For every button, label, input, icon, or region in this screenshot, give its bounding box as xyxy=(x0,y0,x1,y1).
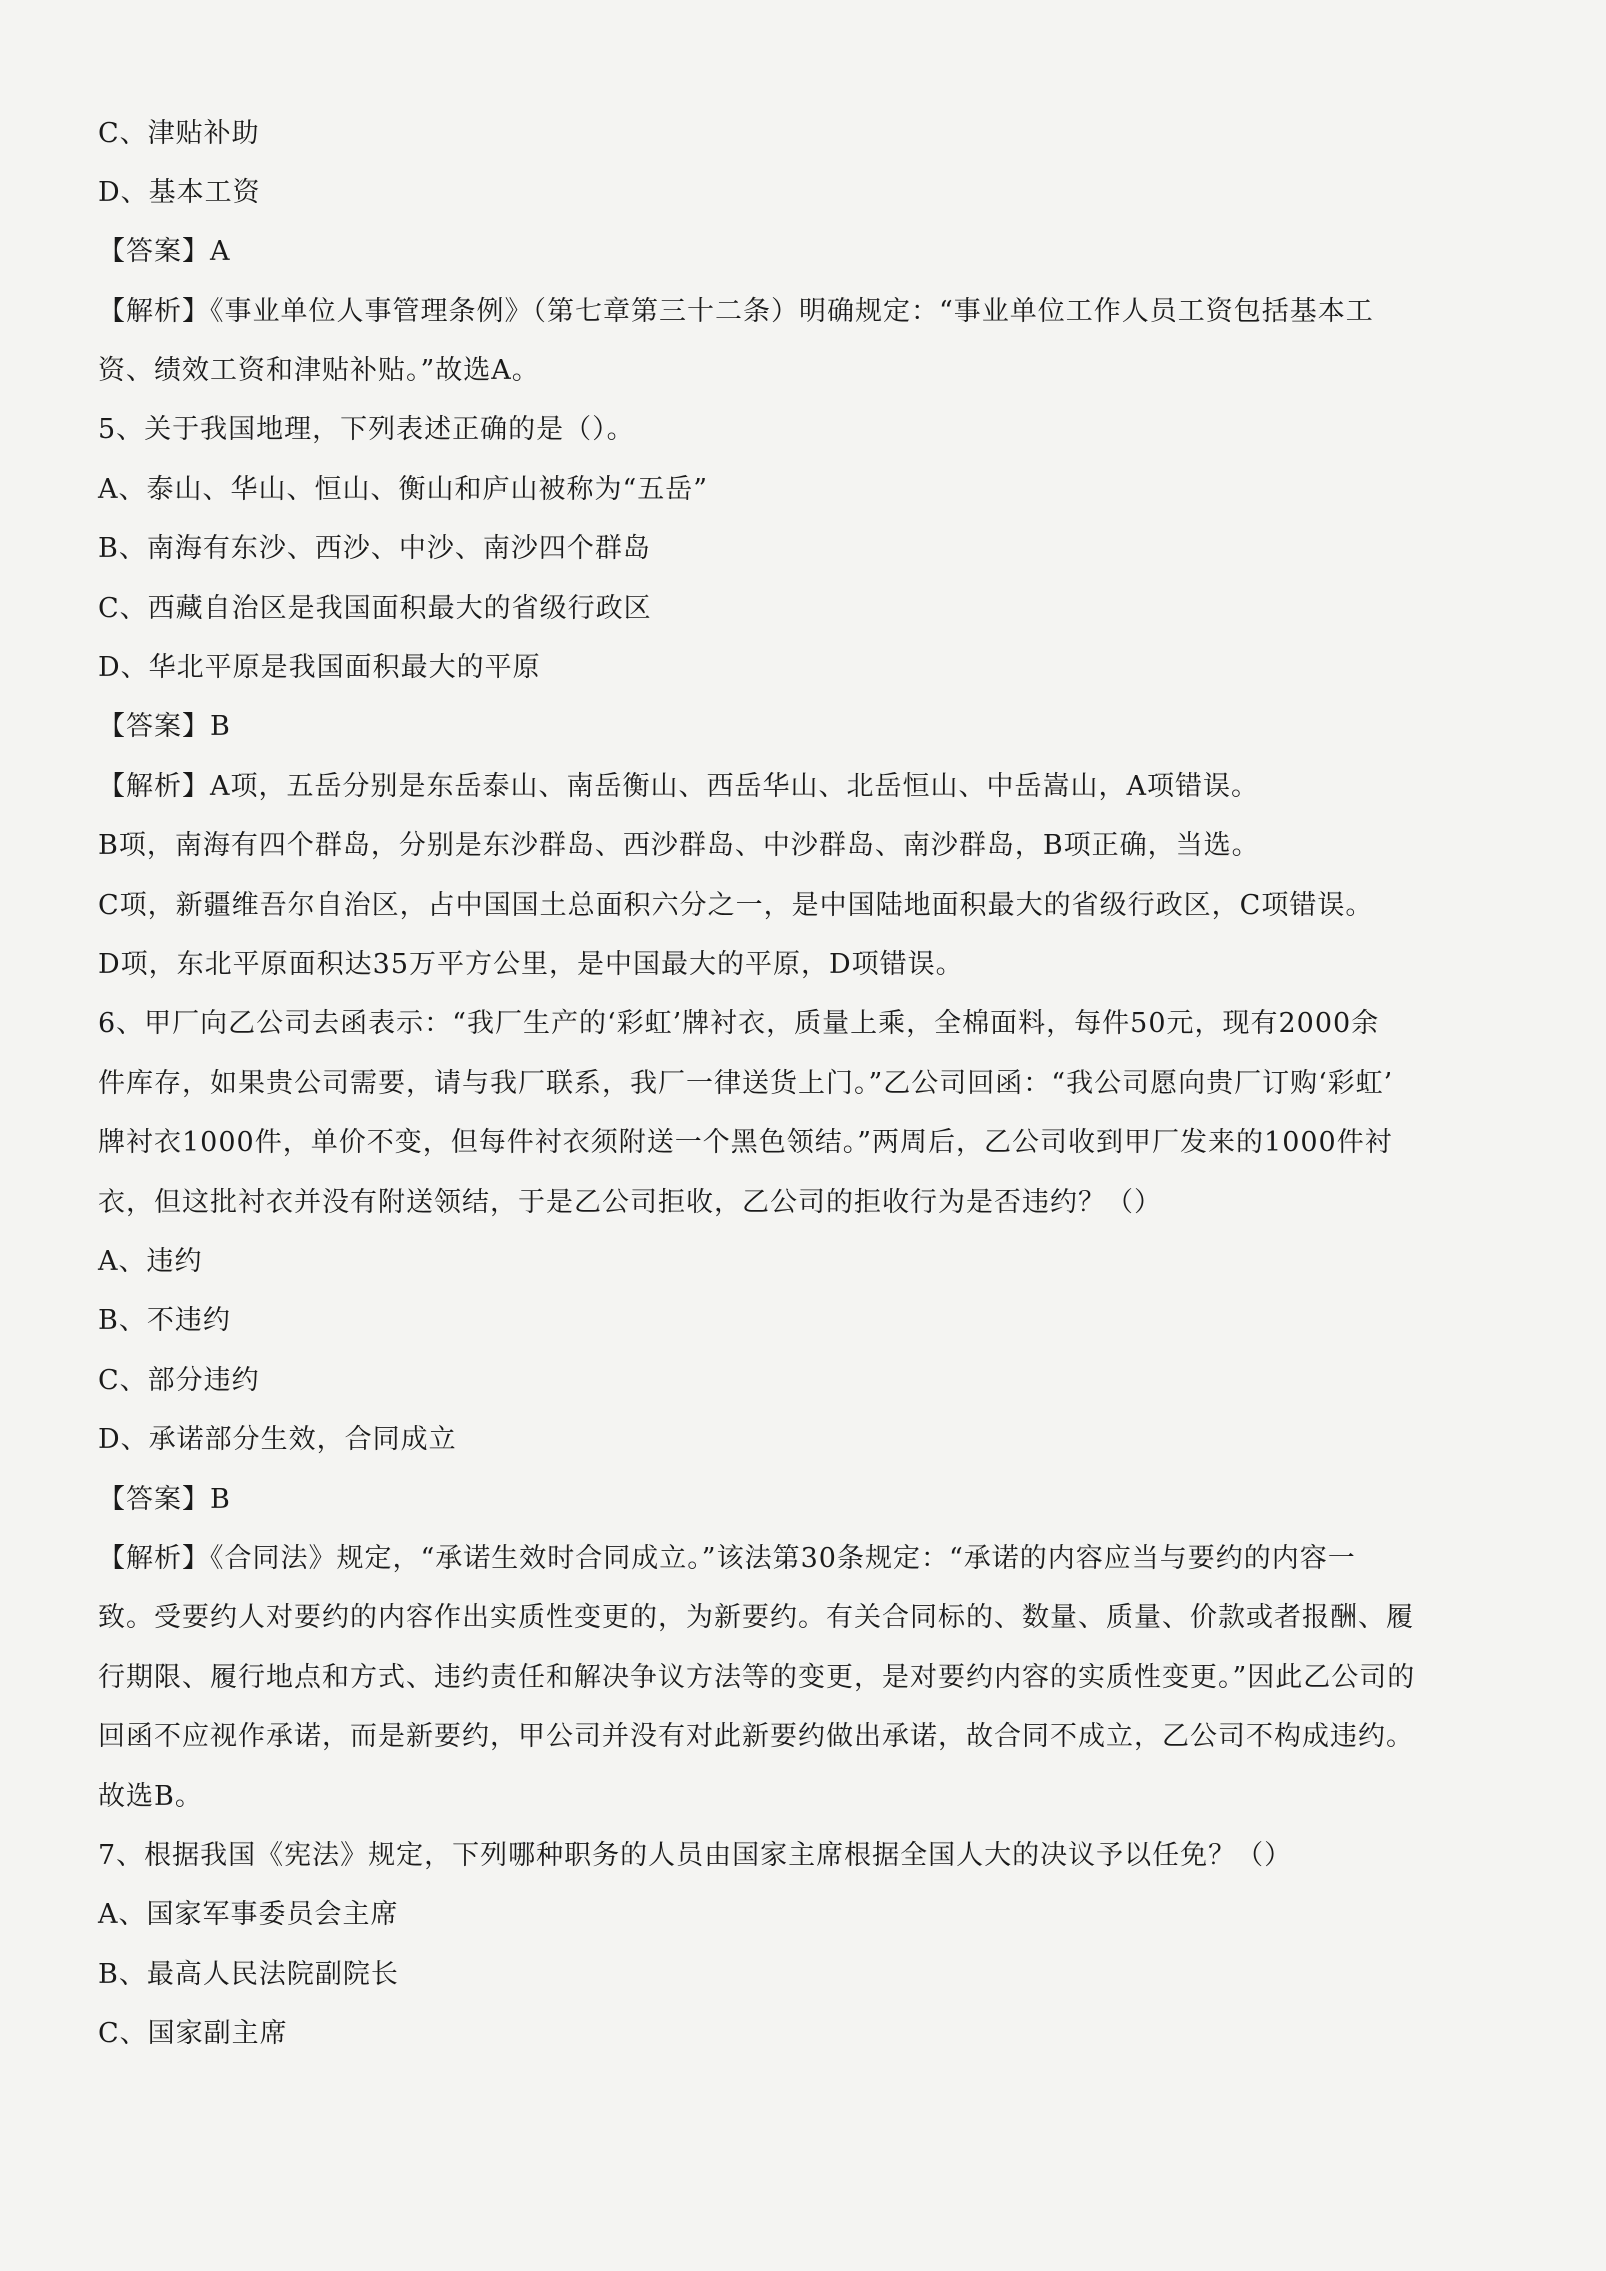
analysis-q4-line1: 【解析】《事业单位人事管理条例》（第七章第三十二条）明确规定：“事业单位工作人员工资包括基本工 xyxy=(98,296,1374,327)
option-a-q5: A、泰山、华山、恒山、衡山和庐山被称为“五岳” xyxy=(98,474,709,505)
question-6-line4: 衣，但这批衬衣并没有附送领结，于是乙公司拒收，乙公司的拒收行为是否违约？（） xyxy=(98,1187,1162,1218)
analysis-q5-line1: 【解析】A项，五岳分别是东岳泰山、南岳衡山、西岳华山、北岳恒山、中岳嵩山，A项错误。 xyxy=(98,771,1259,802)
option-d-q6: D、承诺部分生效，合同成立 xyxy=(98,1424,457,1455)
question-5: 5、关于我国地理，下列表述正确的是（）。 xyxy=(98,414,635,445)
option-a-q6: A、违约 xyxy=(98,1246,203,1277)
analysis-q6-line3: 行期限、履行地点和方式、违约责任和解决争议方法等的变更，是对要约内容的实质性变更。”因此乙公司的 xyxy=(98,1662,1416,1693)
option-b-q7: B、最高人民法院副院长 xyxy=(98,1959,399,1990)
analysis-q6-line5: 故选B。 xyxy=(98,1781,203,1812)
answer-q4: 【答案】A xyxy=(98,236,231,267)
analysis-q4-line2: 资、绩效工资和津贴补贴。”故选A。 xyxy=(98,355,540,386)
analysis-q6-line1: 【解析】《合同法》规定，“承诺生效时合同成立。”该法第30条规定：“承诺的内容应当与要约的内容一 xyxy=(98,1543,1356,1574)
option-b-q5: B、南海有东沙、西沙、中沙、南沙四个群岛 xyxy=(98,533,651,564)
analysis-q6-line2: 致。受要约人对要约的内容作出实质性变更的，为新要约。有关合同标的、数量、质量、价款或者报酬、履 xyxy=(98,1602,1414,1633)
question-6-line1: 6、甲厂向乙公司去函表示：“我厂生产的‘彩虹’牌衬衣，质量上乘，全棉面料，每件50元，现有2000余 xyxy=(98,1008,1380,1039)
option-c-q6: C、部分违约 xyxy=(98,1365,260,1396)
answer-q6: 【答案】B xyxy=(98,1484,231,1515)
option-b-q6: B、不违约 xyxy=(98,1305,231,1336)
question-7: 7、根据我国《宪法》规定，下列哪种职务的人员由国家主席根据全国人大的决议予以任免？（） xyxy=(98,1840,1293,1871)
answer-q5: 【答案】B xyxy=(98,711,231,742)
analysis-q5-line3: C项，新疆维吾尔自治区，占中国国土总面积六分之一，是中国陆地面积最大的省级行政区，C项错误。 xyxy=(98,890,1374,921)
analysis-q5-line4: D项，东北平原面积达35万平方公里，是中国最大的平原，D项错误。 xyxy=(98,949,964,980)
analysis-q5-line2: B项，南海有四个群岛，分别是东沙群岛、西沙群岛、中沙群岛、南沙群岛，B项正确，当选。 xyxy=(98,830,1260,861)
analysis-q6-line4: 回函不应视作承诺，而是新要约，甲公司并没有对此新要约做出承诺，故合同不成立，乙公司不构成违约。 xyxy=(98,1721,1414,1752)
option-c-q7: C、国家副主席 xyxy=(98,2018,288,2049)
option-d-q4: D、基本工资 xyxy=(98,177,261,208)
option-c-q5: C、西藏自治区是我国面积最大的省级行政区 xyxy=(98,593,652,624)
option-c-q4: C、津贴补助 xyxy=(98,118,260,149)
question-6-line3: 牌衬衣1000件，单价不变，但每件衬衣须附送一个黑色领结。”两周后，乙公司收到甲厂发来的1000件衬 xyxy=(98,1127,1393,1158)
option-a-q7: A、国家军事委员会主席 xyxy=(98,1899,399,1930)
question-6-line2: 件库存，如果贵公司需要，请与我厂联系，我厂一律送货上门。”乙公司回函：“我公司愿向贵厂订购‘彩虹’ xyxy=(98,1068,1394,1099)
option-d-q5: D、华北平原是我国面积最大的平原 xyxy=(98,652,541,683)
